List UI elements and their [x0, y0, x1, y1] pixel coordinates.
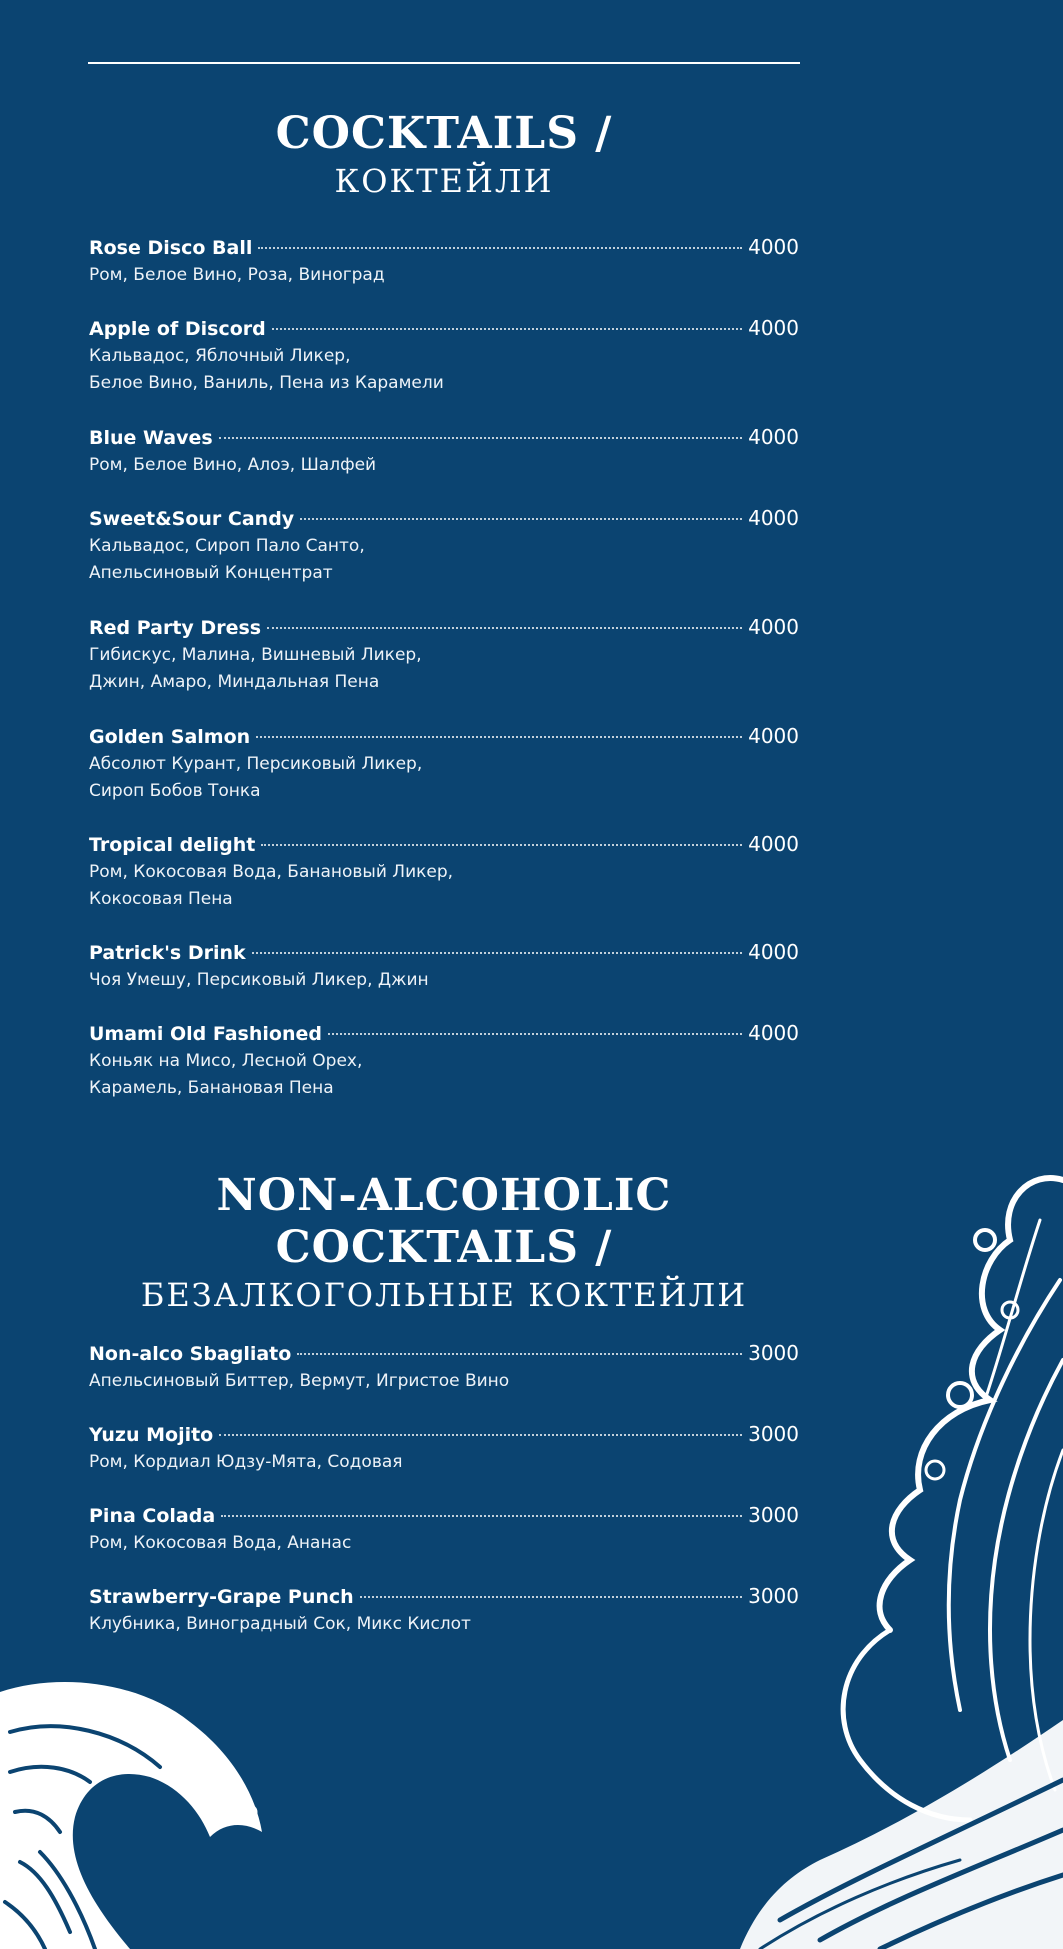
item-name: Red Party Dress [89, 617, 262, 639]
menu-item [89, 1501, 799, 1557]
leader-dots [300, 518, 742, 520]
leader-dots [328, 1033, 742, 1035]
leader-dots [297, 1353, 742, 1355]
menu-item [89, 314, 799, 397]
item-name: Strawberry-Grape Punch [89, 1586, 354, 1608]
menu-item [89, 830, 799, 913]
section-subtitle: КОКТЕЙЛИ [334, 162, 554, 200]
item-name: Non-alco Sbagliato [89, 1343, 292, 1365]
menu-item [89, 1339, 799, 1395]
leader-dots [261, 844, 742, 846]
section-heading-cocktails [0, 108, 888, 202]
item-description: Абсолют Курант, Персиковый Ликер, Сироп Бобов Тонка [89, 754, 423, 801]
item-description: Ром, Белое Вино, Алоэ, Шалфей [89, 455, 377, 475]
item-name: Golden Salmon [89, 726, 251, 748]
item-description: Ром, Кордиал Юдзу-Мята, Содовая [89, 1452, 403, 1472]
item-price: 3000 [748, 1422, 799, 1446]
item-description: Чоя Умешу, Персиковый Ликер, Джин [89, 970, 429, 990]
item-price: 4000 [748, 316, 799, 340]
item-description: Коньяк на Мисо, Лесной Орех, Карамель, Банановая Пена [89, 1051, 363, 1098]
item-description: Ром, Кокосовая Вода, Банановый Ликер, Кокосовая Пена [89, 862, 454, 909]
item-description: Ром, Белое Вино, Роза, Виноград [89, 265, 385, 285]
menu-item [89, 233, 799, 289]
item-description: Клубника, Виноградный Сок, Микс Кислот [89, 1614, 471, 1634]
wave-illustration-right [740, 1160, 1063, 1949]
item-name: Umami Old Fashioned [89, 1023, 322, 1045]
item-description: Кальвадос, Яблочный Ликер, Белое Вино, Ваниль, Пена из Карамели [89, 346, 444, 393]
menu-item [89, 1019, 799, 1102]
item-price: 3000 [748, 1341, 799, 1365]
menu-item [89, 722, 799, 805]
item-price: 4000 [748, 235, 799, 259]
section-title: COCKTAILS / [275, 108, 613, 159]
menu-item [89, 423, 799, 479]
item-description: Ром, Кокосовая Вода, Ананас [89, 1533, 352, 1553]
item-price: 3000 [748, 1503, 799, 1527]
leader-dots [219, 1434, 742, 1436]
item-price: 4000 [748, 1021, 799, 1045]
item-name: Blue Waves [89, 427, 213, 449]
item-name: Pina Colada [89, 1505, 216, 1527]
leader-dots [360, 1596, 742, 1598]
leader-dots [219, 437, 742, 439]
item-price: 4000 [748, 506, 799, 530]
item-price: 4000 [748, 940, 799, 964]
wave-illustration-bottom-left [0, 1672, 270, 1949]
item-price: 4000 [748, 615, 799, 639]
item-name: Tropical delight [89, 834, 256, 856]
menu-item [89, 1582, 799, 1638]
menu-item [89, 504, 799, 587]
item-price: 4000 [748, 724, 799, 748]
leader-dots [221, 1515, 742, 1517]
item-description: Гибискус, Малина, Вишневый Ликер, Джин, Амаро, Миндальная Пена [89, 645, 422, 692]
top-divider [88, 62, 800, 64]
item-name: Patrick's Drink [89, 942, 246, 964]
menu-item [89, 938, 799, 994]
item-price: 3000 [748, 1584, 799, 1608]
section-title: NON-ALCOHOLIC COCKTAILS / [216, 1170, 672, 1273]
section-subtitle: БЕЗАЛКОГОЛЬНЫЕ КОКТЕЙЛИ [140, 1276, 748, 1314]
leader-dots [267, 627, 742, 629]
item-description: Апельсиновый Биттер, Вермут, Игристое Вино [89, 1371, 510, 1391]
item-price: 4000 [748, 425, 799, 449]
leader-dots [272, 328, 742, 330]
item-price: 4000 [748, 832, 799, 856]
item-description: Кальвадос, Сироп Пало Санто, Апельсиновый Концентрат [89, 536, 365, 583]
leader-dots [258, 247, 742, 249]
item-name: Yuzu Mojito [89, 1424, 214, 1446]
leader-dots [252, 952, 742, 954]
leader-dots [256, 736, 742, 738]
menu-item [89, 1420, 799, 1476]
item-name: Sweet&Sour Candy [89, 508, 295, 530]
menu-item [89, 613, 799, 696]
item-name: Apple of Discord [89, 318, 266, 340]
item-name: Rose Disco Ball [89, 237, 253, 259]
